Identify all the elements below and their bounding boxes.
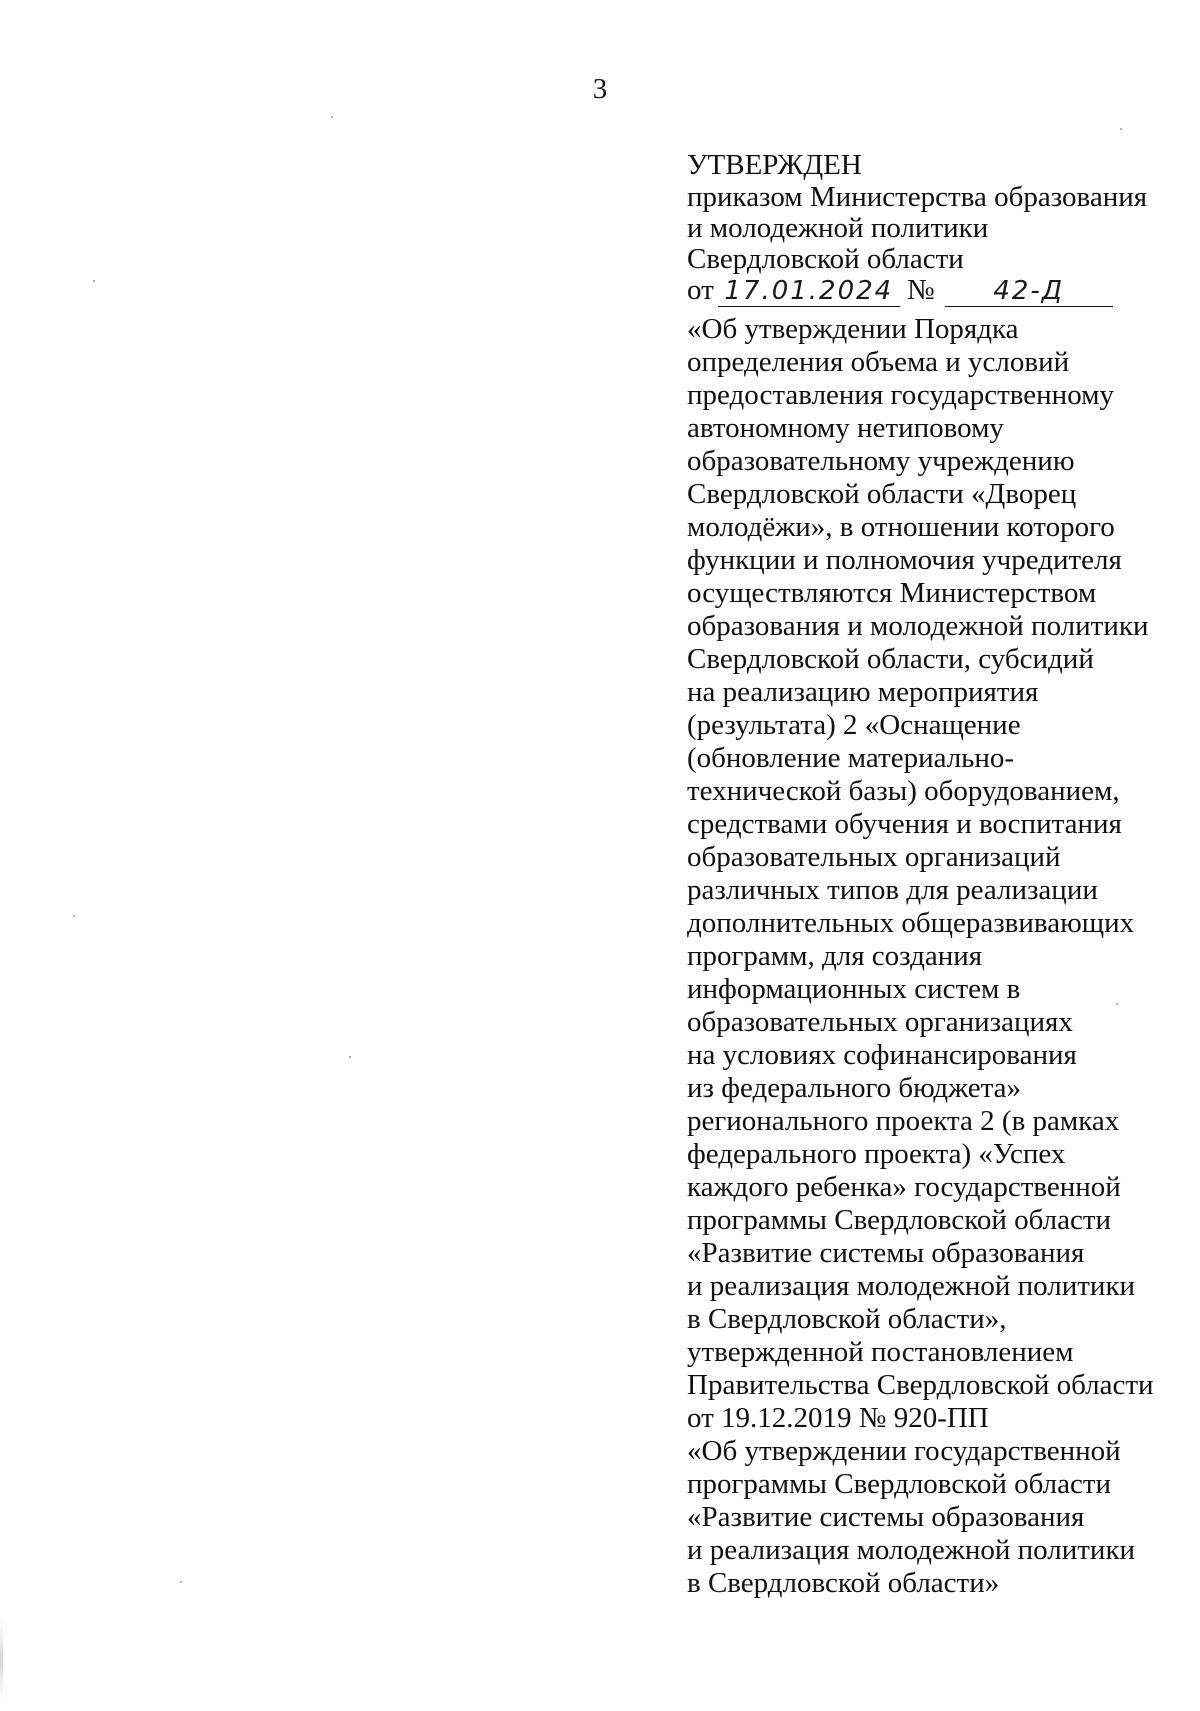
- title-line: федерального проекта) «Успех: [687, 1138, 1066, 1170]
- title-line: и реализация молодежной политики: [687, 1534, 1136, 1566]
- scan-edge-shadow: [0, 1620, 3, 1700]
- approval-line: Свердловской области: [687, 243, 964, 275]
- title-line: определения объема и условий: [687, 346, 1070, 378]
- title-line: технической базы) оборудованием,: [687, 775, 1120, 807]
- title-line: «Развитие системы образования: [687, 1237, 1085, 1269]
- title-line: на реализацию мероприятия: [687, 676, 1039, 708]
- title-line: из федерального бюджета»: [687, 1072, 1022, 1104]
- order-title: [687, 313, 1172, 1600]
- approval-line: и молодежной политики: [687, 212, 989, 244]
- order-date-handwritten: 17.01.2024: [718, 280, 900, 307]
- title-line: «Развитие системы образования: [687, 1501, 1085, 1533]
- title-line: информационных систем в: [687, 973, 1021, 1005]
- title-line: программ, для создания: [687, 940, 983, 972]
- approval-block: [687, 148, 1172, 1600]
- scan-speck: [1120, 128, 1122, 130]
- order-from-label: от: [687, 274, 714, 306]
- title-line: функции и полномочия учредителя: [687, 544, 1122, 576]
- title-line: автономному нетиповому: [687, 412, 1004, 444]
- order-number-handwritten: 42-Д: [945, 280, 1113, 307]
- order-number-label: №: [907, 274, 935, 306]
- title-line: регионального проекта 2 (в рамках: [687, 1105, 1120, 1137]
- page-number: 3: [592, 73, 608, 105]
- title-line: Свердловской области «Дворец: [687, 478, 1077, 510]
- title-line: (результата) 2 «Оснащение: [687, 709, 1021, 741]
- title-line: и реализация молодежной политики: [687, 1270, 1136, 1302]
- title-line: Свердловской области, субсидий: [687, 643, 1094, 675]
- title-line: «Об утверждении государственной: [687, 1435, 1121, 1467]
- title-line: каждого ребенка» государственной: [687, 1171, 1121, 1203]
- scan-speck: [331, 116, 333, 118]
- scan-speck: [349, 1056, 351, 1058]
- title-line: на условиях софинансирования: [687, 1039, 1077, 1071]
- title-line: предоставления государственному: [687, 379, 1114, 411]
- scan-speck: [180, 1581, 182, 1583]
- title-line: образовательных организаций: [687, 841, 1061, 873]
- order-reference: [687, 275, 1172, 309]
- title-line: в Свердловской области»: [687, 1567, 1000, 1599]
- title-line: образовательных организациях: [687, 1006, 1073, 1038]
- scan-speck: [73, 915, 75, 917]
- title-line: средствами обучения и воспитания: [687, 808, 1122, 840]
- title-line: (обновление материально-: [687, 742, 1015, 774]
- title-line: дополнительных общеразвивающих: [687, 907, 1135, 939]
- title-line: от 19.12.2019 № 920-ПП: [687, 1402, 989, 1434]
- title-line: программы Свердловской области: [687, 1204, 1112, 1236]
- title-line: «Об утверждении Порядка: [687, 313, 1019, 345]
- title-line: образования и молодежной политики: [687, 610, 1149, 642]
- approval-line: приказом Министерства образования: [687, 181, 1148, 213]
- title-line: различных типов для реализации: [687, 874, 1098, 906]
- title-line: молодёжи», в отношении которого: [687, 511, 1115, 543]
- title-line: в Свердловской области»,: [687, 1303, 1007, 1335]
- scan-speck: [1116, 1003, 1118, 1005]
- title-line: программы Свердловской области: [687, 1468, 1112, 1500]
- scan-speck: [93, 280, 95, 282]
- title-line: образовательному учреждению: [687, 445, 1075, 477]
- approval-heading: УТВЕРЖДЕН: [687, 149, 862, 181]
- title-line: осуществляются Министерством: [687, 577, 1097, 609]
- title-line: Правительства Свердловской области: [687, 1369, 1154, 1401]
- title-line: утвержденной постановлением: [687, 1336, 1074, 1368]
